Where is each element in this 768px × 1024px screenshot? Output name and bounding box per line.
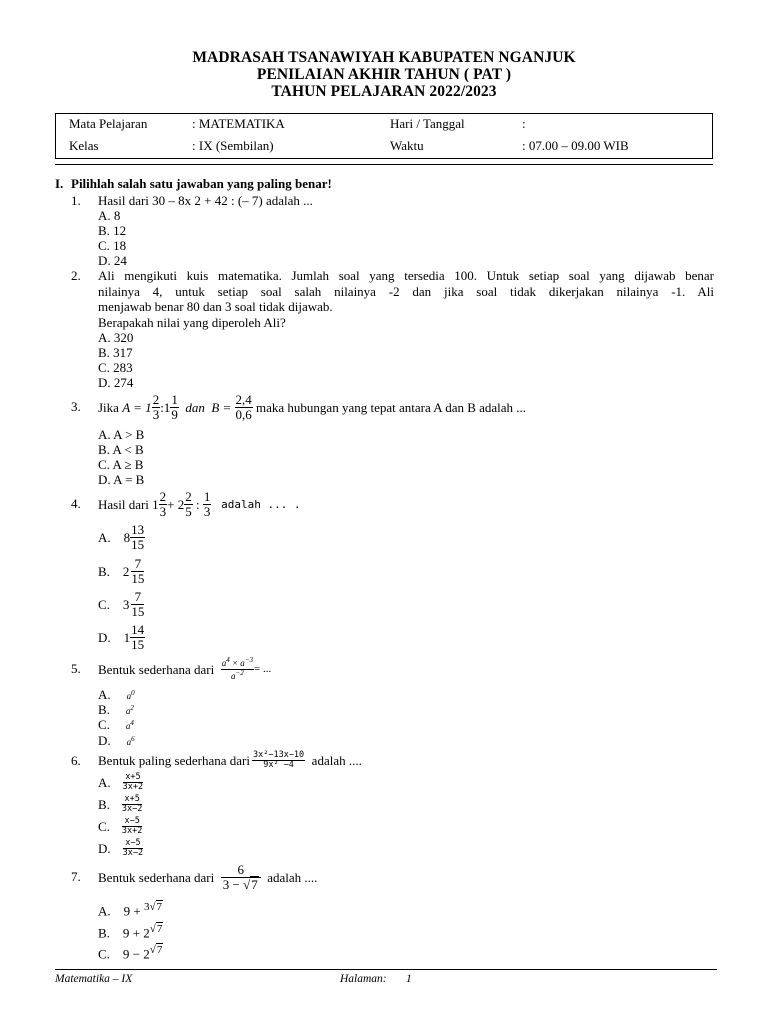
q2-line-3: menjawab benar 80 dan 3 soal tidak dijawab. — [98, 299, 333, 314]
q2-option-b: B. 317 — [98, 345, 133, 360]
school-name: MADRASAH TSANAWIYAH KABUPATEN NGANJUK — [192, 49, 576, 66]
q5-option-c: C. $a^4$ — [98, 717, 134, 732]
q4-option-c: C. 3 $\frac{7}{15}$ — [98, 588, 145, 619]
q3-option-b: B. A < B — [98, 442, 144, 457]
q3-colon: :1 — [160, 399, 171, 415]
q5-pre: Bentuk sederhana dari — [98, 661, 215, 677]
q3-a-eq: A = 1 — [122, 399, 152, 415]
q6-pre: Bentuk paling sederhana dari — [98, 752, 250, 768]
time-value: : 07.00 – 09.00 WIB — [522, 138, 629, 153]
q4-pre: Hasil dari — [98, 496, 149, 512]
q4-whole-1: 1 — [152, 496, 159, 512]
q7-fraction: $\frac{6}{3 - √7}$ — [221, 863, 261, 891]
q5-option-a: A. $a^0$ — [98, 687, 135, 702]
exam-title: PENILAIAN AKHIR TAHUN ( PAT ) — [256, 66, 512, 83]
q6-option-b: B. $\frac{x+5}{3x-2}$ — [98, 793, 143, 814]
q2-option-c: C. 283 — [98, 360, 133, 375]
q1-option-a: A. 8 — [98, 208, 121, 223]
q4-option-d: D. 1 $\frac{14}{15}$ — [98, 621, 145, 652]
q6-option-d: D. $\frac{x-5}{3x-2}$ — [98, 837, 144, 858]
q1-option-c: C. 18 — [98, 238, 127, 253]
q7-option-a: A. 9 + $^{3√7}$ — [98, 901, 163, 919]
q7-number: 7. — [71, 869, 81, 884]
q2-number: 2. — [71, 268, 81, 283]
subject-label: Mata Pelajaran — [69, 116, 148, 131]
q4-frac-1: $\frac{2}{3}$ — [159, 488, 167, 519]
q2-option-a: A. 320 — [98, 330, 134, 345]
q1-number: 1. — [71, 193, 81, 208]
header-divider — [55, 164, 713, 165]
q5-tail: = ... — [254, 662, 272, 675]
q1-option-b: B. 12 — [98, 223, 127, 238]
q3-tail: maka hubungan yang tepat antara A dan B adalah ... — [256, 399, 527, 415]
q3-option-a: A. A > B — [98, 427, 145, 442]
q5-expression — [98, 654, 271, 684]
q7-option-b: B. $9 + 2^{√7}$ — [98, 923, 163, 941]
q4-frac-2: $\frac{2}{5}$ — [185, 488, 192, 519]
footer-subject: Matematika – IX — [55, 973, 133, 985]
subject-value: : MATEMATIKA — [192, 116, 285, 131]
q5-fraction: $\frac{a^4 \times a^{-3}}{a^{-2}}$ — [221, 656, 254, 681]
q6-fraction: $\frac{\text{3x²−13x−10}}{\text{9x² −4}}$ — [252, 749, 305, 770]
q6-number: 6. — [71, 753, 81, 768]
q4-option-a: A. 8 $\frac{13}{15}$ — [98, 521, 145, 552]
q3-option-d: D. A = B — [98, 472, 145, 487]
academic-year: TAHUN PELAJARAN 2022/2023 — [271, 83, 497, 100]
footer-page-label: Halaman: — [340, 973, 387, 985]
q4-number: 4. — [71, 496, 81, 511]
q5-option-d: D. $a^6$ — [98, 733, 135, 748]
q3-frac-1: $\frac{2}{3}$ — [152, 391, 160, 422]
date-value: : — [522, 116, 526, 131]
q1-option-d: D. 24 — [98, 253, 127, 268]
q4-colon: : — [196, 496, 200, 512]
q7-tail: adalah .... — [267, 869, 318, 885]
q4-plus: + 2 — [167, 496, 185, 512]
q3-dan: dan — [185, 399, 205, 415]
footer-divider — [55, 969, 717, 970]
q1-text: Hasil dari 30 – 8x 2 + 42 : (– 7) adalah ... — [98, 193, 313, 208]
q6-tail: adalah .... — [311, 752, 362, 768]
section-instruction: Pilihlah salah satu jawaban yang paling benar! — [71, 176, 332, 191]
q3-frac-3: $\frac{2,4}{0,6}$ — [235, 391, 252, 422]
q3-option-c: C. A ≥ B — [98, 457, 144, 472]
q4-tail: adalah ... . — [221, 497, 301, 511]
exam-info-box — [55, 113, 713, 159]
q3-jika: Jika — [98, 399, 119, 415]
time-label: Waktu — [390, 138, 424, 153]
class-label: Kelas — [69, 138, 99, 153]
q2-question: Berapakah nilai yang diperoleh Ali? — [98, 315, 286, 330]
q2-line-1: Ali mengikuti kuis matematika. Jumlah soal yang tersedia 100. Untuk setiap soal yang dijawab benar — [98, 268, 714, 283]
q6-option-c: C. $\frac{x-5}{3x+2}$ — [98, 815, 143, 836]
q3-frac-2: $\frac{1}{9}$ — [171, 391, 178, 422]
q6-expression — [98, 746, 362, 774]
section-number: I. — [55, 176, 64, 191]
q4-expression — [98, 487, 301, 521]
q6-option-a: A. $\frac{x+5}{3x+2}$ — [98, 771, 144, 792]
q2-line-2: nilainya 4, untuk setiap soal salah nilainya -2 dan jika soal tidak dikerjakan nilainya -1. Ali — [98, 284, 714, 299]
q3-b-eq: B = — [211, 399, 232, 415]
q7-option-c: C. $9 - 2^{√7}$ — [98, 944, 163, 962]
q3-number: 3. — [71, 399, 81, 414]
q3-expression — [98, 391, 526, 423]
q5-number: 5. — [71, 661, 81, 676]
q4-option-b: B. 2 $\frac{7}{15}$ — [98, 555, 145, 586]
class-value: : IX (Sembilan) — [192, 138, 274, 153]
q5-option-b: B. $a^2$ — [98, 702, 134, 717]
q2-option-d: D. 274 — [98, 375, 134, 390]
date-label: Hari / Tanggal — [390, 116, 465, 131]
q7-expression — [98, 860, 317, 894]
q7-pre: Bentuk sederhana dari — [98, 869, 215, 885]
q4-frac-3: $\frac{1}{3}$ — [203, 488, 211, 519]
footer-page-number: 1 — [406, 973, 412, 985]
